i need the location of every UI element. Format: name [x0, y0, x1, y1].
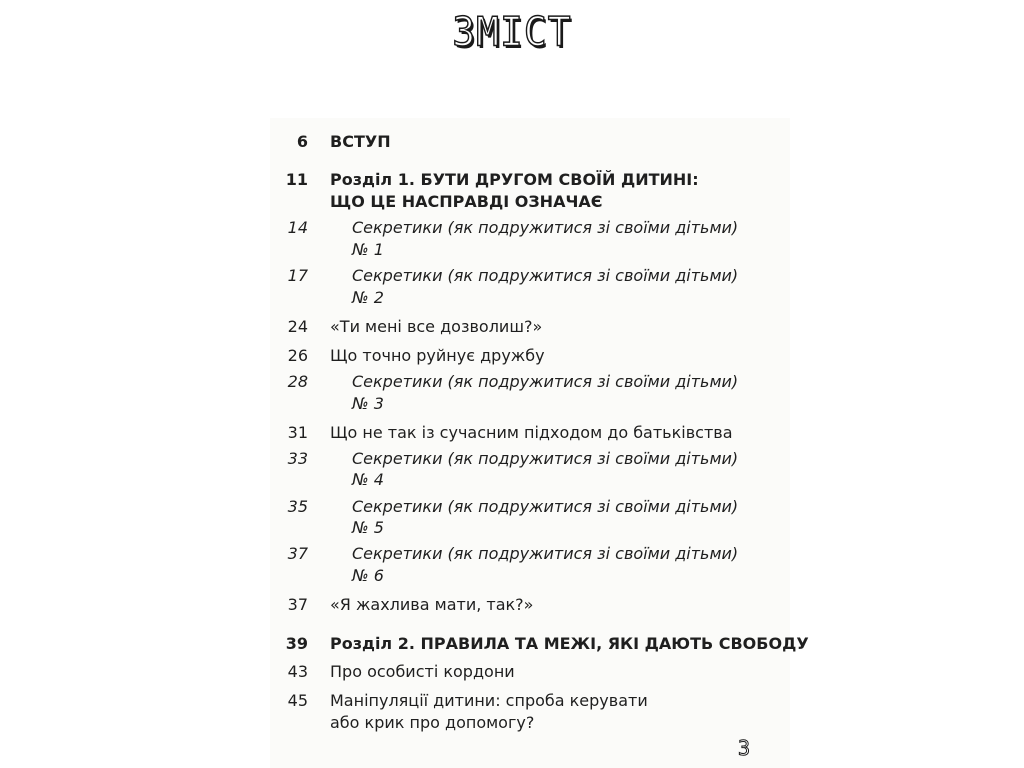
- toc-page-number: 28: [287, 372, 308, 391]
- toc-title: ВСТУП: [330, 132, 391, 151]
- toc-title-line2: або крик про допомогу?: [330, 713, 535, 732]
- toc-title: Маніпуляції дитини: спроба керувати: [330, 691, 648, 710]
- toc-title: Що точно руйнує дружбу: [330, 346, 545, 365]
- toc-page-number: 35: [287, 497, 308, 516]
- toc-title-line2: № 4: [352, 470, 384, 489]
- toc-title-line2: ЩО ЦЕ НАСПРАВДІ ОЗНАЧАЄ: [330, 192, 603, 211]
- toc-title: Секретики (як подружитися зі своїми дітьми): [352, 218, 739, 237]
- toc-page-number: 14: [287, 218, 308, 237]
- toc-page-number: 17: [287, 266, 308, 285]
- page-folio: 3: [738, 736, 751, 760]
- toc-page-number: 31: [287, 423, 308, 442]
- toc-page-number: 37: [287, 595, 308, 614]
- toc-title: Секретики (як подружитися зі своїми дітьми): [352, 372, 739, 391]
- toc-page-number: 26: [287, 346, 308, 365]
- toc-title: Розділ 1. БУТИ ДРУГОМ СВОЇЙ ДИТИНІ:: [330, 170, 699, 189]
- toc-title: «Ти мені все дозволиш?»: [330, 317, 543, 336]
- toc-page-number: 37: [287, 544, 308, 563]
- toc-title-line2: № 2: [352, 288, 384, 307]
- toc-title: «Я жахлива мати, так?»: [330, 595, 534, 614]
- toc-page-number: 24: [287, 317, 308, 336]
- toc-title: Про особисті кордони: [330, 662, 515, 681]
- toc-page-number: 45: [287, 691, 308, 710]
- toc-page-number: 6: [296, 132, 308, 151]
- toc-title: Секретики (як подружитися зі своїми дітьми): [352, 266, 739, 285]
- page-title: ЗМІСТ: [452, 8, 572, 56]
- toc-title: Секретики (як подружитися зі своїми дітьми): [352, 449, 739, 468]
- toc-page-number: 33: [287, 449, 308, 468]
- toc-title-line2: № 5: [352, 518, 384, 537]
- toc-title: Секретики (як подружитися зі своїми дітьми): [352, 497, 739, 516]
- toc-title: Секретики (як подружитися зі своїми дітьми): [352, 544, 739, 563]
- toc-title: Що не так із сучасним підходом до батьківства: [330, 423, 733, 442]
- toc-page-number: 39: [285, 634, 308, 653]
- toc-page-number: 11: [285, 170, 308, 189]
- toc-title-line2: № 3: [352, 394, 384, 413]
- toc-title-line2: № 1: [352, 240, 384, 259]
- toc-title-line2: № 6: [352, 566, 384, 585]
- toc-page-number: 43: [287, 662, 308, 681]
- toc-title: Розділ 2. ПРАВИЛА ТА МЕЖІ, ЯКІ ДАЮТЬ СВОБОДУ: [330, 634, 809, 653]
